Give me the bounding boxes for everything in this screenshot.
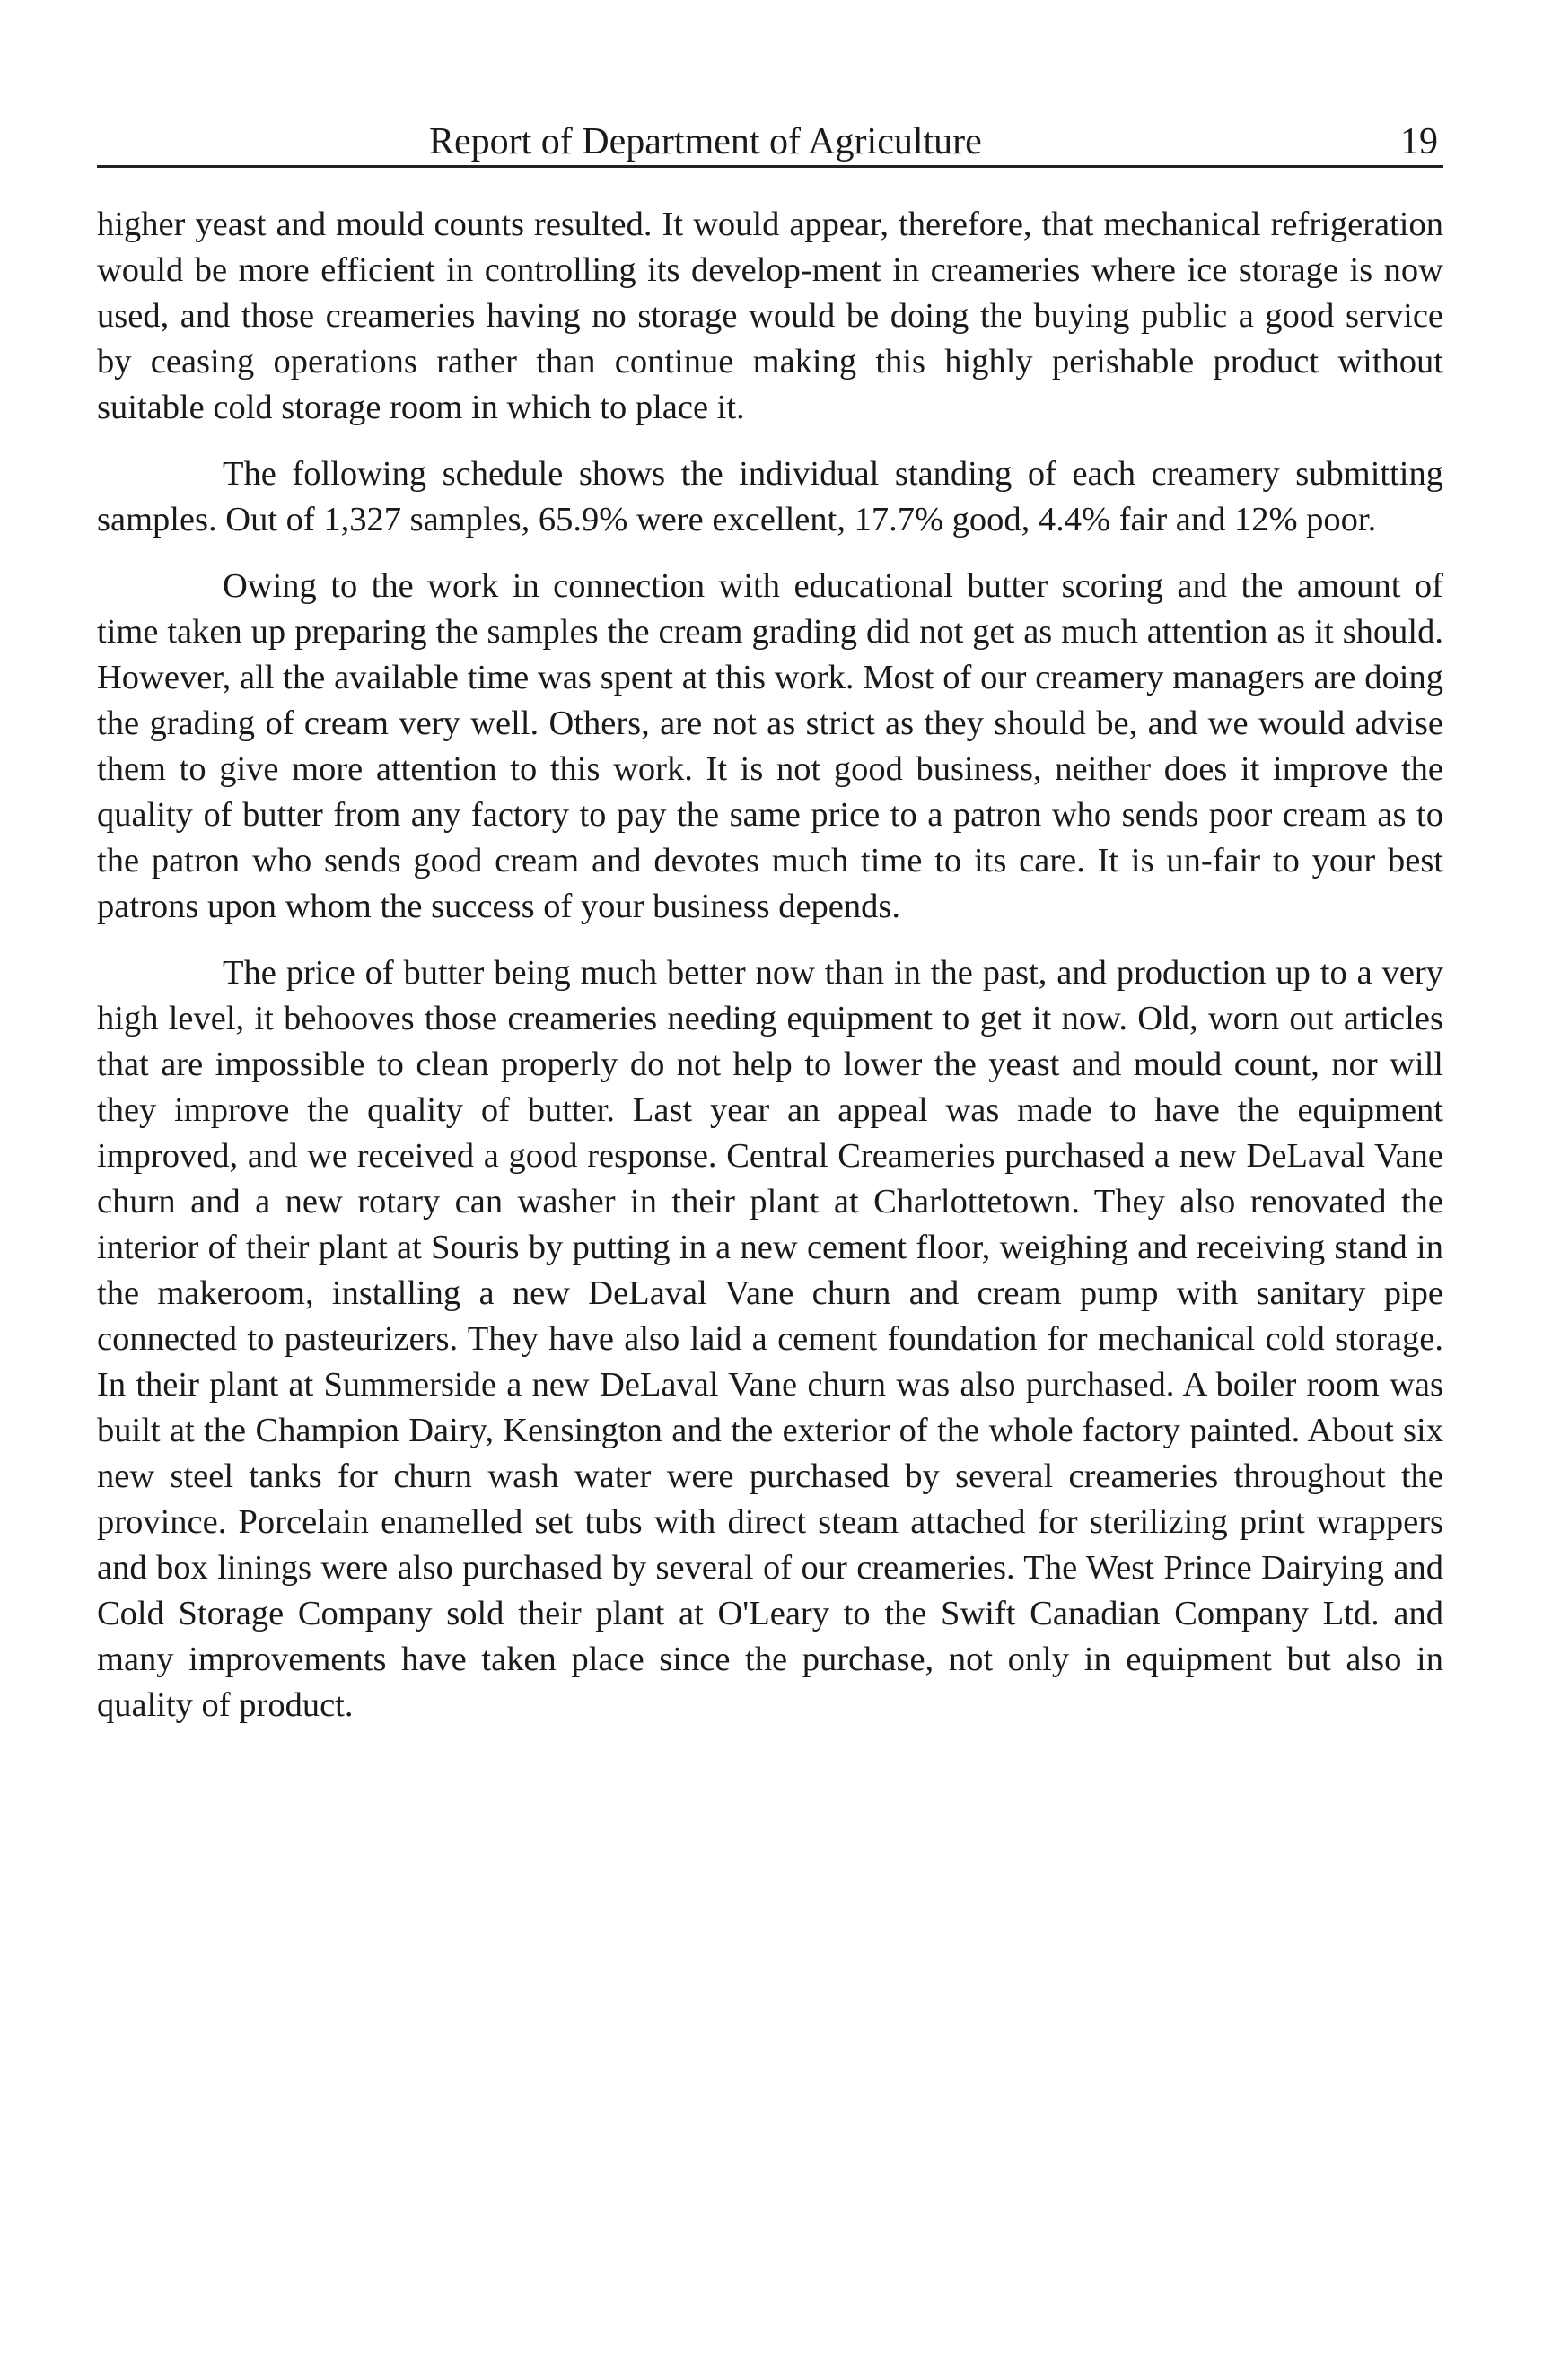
- running-title: Report of Department of Agriculture: [429, 121, 982, 162]
- document-page: [97, 108, 1443, 1749]
- paragraph-continued: higher yeast and mould counts resulted. It would appear, therefore, that mechanical refrigeration would be more efficient in controlling its develop-ment in creameries where ice storage is now used, and those creameries having no storage would be doing the buying public a good service by ceasing operations rather than continue making this highly perishable product without suitable cold storage room in which to place it.: [97, 206, 1443, 426]
- running-header: [97, 108, 1443, 168]
- page-number: 19: [1400, 121, 1438, 162]
- body-text: [97, 202, 1443, 1728]
- paragraph-equipment: The price of butter being much better now than in the past, and production up to a very high level, it behooves those creameries needing equipment to get it now. Old, worn out articles that are impossible to clean properly do not help to lower the yeast and mould count, nor will they improve the quality of butter. Last year an appeal was made to have the equipment improved, and we received a good response. Central Creameries purchased a new DeLaval Vane churn and a new rotary can washer in their plant at Charlottetown. They also renovated the interior of their plant at Souris by putting in a new cement floor, weighing and receiving stand in the makeroom, installing a new DeLaval Vane churn and cream pump with sanitary pipe connected to pasteurizers. They have also laid a cement foundation for mechanical cold storage. In their plant at Summerside a new DeLaval Vane churn was also purchased. A boiler room was built at the Champion Dairy, Kensington and the exterior of the whole factory painted. About six new steel tanks for churn wash water were purchased by several creameries throughout the province. Porcelain enamelled set tubs with direct steam attached for sterilizing print wrappers and box linings were also purchased by several of our creameries. The West Prince Dairying and Cold Storage Company sold their plant at O'Leary to the Swift Canadian Company Ltd. and many improvements have taken place since the purchase, not only in equipment but also in quality of product.: [97, 954, 1443, 1724]
- paragraph-schedule: The following schedule shows the individual standing of each creamery submitting samples. Out of 1,327 samples, 65.9% were excellent, 17.7% good, 4.4% fair and 12% poor.: [97, 455, 1443, 538]
- paragraph-cream-grading: Owing to the work in connection with educational butter scoring and the amount of time taken up preparing the samples the cream grading did not get as much attention as it should. However, all the available time was spent at this work. Most of our creamery managers are doing the grading of cream very well. Others, are not as strict as they should be, and we would advise them to give more attention to this work. It is not good business, neither does it improve the quality of butter from any factory to pay the same price to a patron who sends poor cream as to the patron who sends good cream and devotes much time to its care. It is un-fair to your best patrons upon whom the success of your business depends.: [97, 567, 1443, 925]
